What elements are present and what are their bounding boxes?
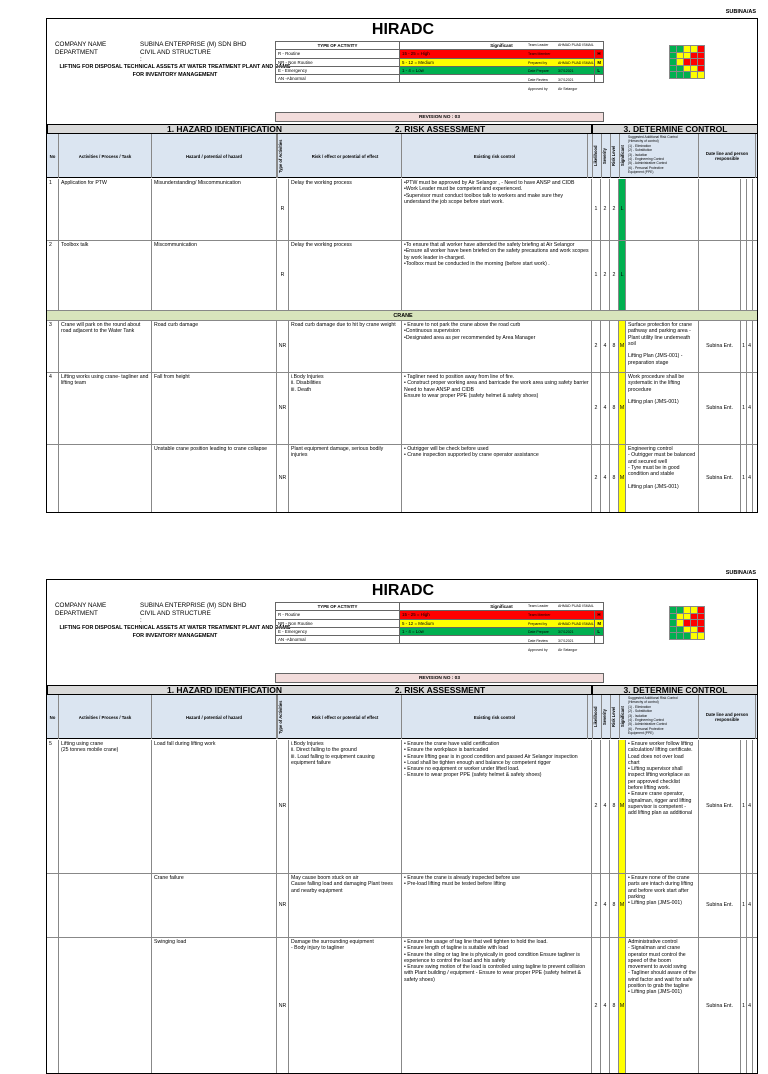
row-significant: M	[619, 740, 626, 873]
section-hazard-identification: 1. HAZARD IDENTIFICATION	[47, 124, 402, 134]
section-hazard-identification: 1. HAZARD IDENTIFICATION	[47, 685, 402, 695]
row-severity-after: 4	[747, 445, 753, 512]
row-hazard: Crane failure	[152, 874, 277, 937]
section-risk-assessment: 2. RISK ASSESSMENT	[289, 124, 592, 134]
row-significant: M	[619, 874, 626, 937]
company-value: SUBINA ENTERPRISE (M) SDN BHD	[140, 41, 247, 48]
group-row-crane: CRANE	[47, 311, 758, 321]
revision-number: REVISION NO : 03	[275, 112, 604, 122]
row-likelihood: 2	[592, 445, 601, 512]
row-severity: 4	[601, 445, 610, 512]
department-value: CIVIL AND STRUCTURE	[140, 49, 211, 56]
row-type: NR	[277, 445, 289, 512]
row-risk-level: 8	[610, 740, 619, 873]
row-hazard: Fall from height	[152, 373, 277, 444]
row-existing-control: • Outrigger will be check before used • Crane inspection supported by crane operator assistance	[402, 445, 592, 512]
row-type: NR	[277, 373, 289, 444]
row-person-responsible: Subina Ent.	[699, 938, 741, 1074]
row-number: 3	[47, 321, 59, 372]
row-risk-level: 2	[610, 179, 619, 240]
row-number	[47, 938, 59, 1074]
row-number	[47, 445, 59, 512]
department-label: DEPARTMENT	[55, 610, 98, 617]
row-additional-control	[626, 241, 699, 310]
row-type: NR	[277, 938, 289, 1074]
row-risk: Delay the working process	[289, 241, 402, 310]
row-type: NR	[277, 321, 289, 372]
section-determine-control: 3. DETERMINE CONTROL	[592, 685, 758, 695]
row-activity: Application for PTW	[59, 179, 152, 240]
row-risk: i.Body Injuries ii. Direct falling to the ground iii. Load falling to equipment causing equipment failure	[289, 740, 402, 873]
row-person-responsible: Subina Ent.	[699, 373, 741, 444]
row-severity-after: 4	[747, 740, 753, 873]
row-risk: May cause boom stuck on air Cause falling load and damaging Plant trees and nearby equipment	[289, 874, 402, 937]
row-additional-control: Surface protection for crane pathway and parking area - Plant utility line underneath soil Lifting Plan (JMS-001) - preparation stage	[626, 321, 699, 372]
row-number: 1	[47, 179, 59, 240]
row-activity: Crane will park on the round about road adjacent to the Water Tank	[59, 321, 152, 372]
row-likelihood-after: 1	[741, 373, 747, 444]
row-person-responsible: Subina Ent.	[699, 874, 741, 937]
row-severity-after: 4	[747, 373, 753, 444]
row-risk-level-after	[753, 241, 758, 310]
row-existing-control: • Ensure to not park the crane above the road curb •Continuous supervision •Designated area as per recommended by Area Manager	[402, 321, 592, 372]
row-activity	[59, 938, 152, 1074]
table-row	[47, 179, 758, 241]
row-severity: 4	[601, 938, 610, 1074]
row-hazard: Misunderstanding/ Miscommunication	[152, 179, 277, 240]
row-likelihood: 2	[592, 373, 601, 444]
row-risk-level: 8	[610, 938, 619, 1074]
row-existing-control: • Ensure the crane have valid certification • Ensure the workplace is barricaded • Ensure lifting gear is in good condition and passed Air Selangor inspection • Load shall be tighten enough and balance by competent rigger • Ensure no equipment or worker under lifted load. - Ensure to wear proper PPE (safety helmet & safety shoes)	[402, 740, 592, 873]
row-number: 2	[47, 241, 59, 310]
row-severity: 4	[601, 740, 610, 873]
company-label: COMPANY NAME	[55, 41, 107, 48]
row-severity-after: 4	[747, 874, 753, 937]
row-additional-control: Administrative control - Signalman and crane operator must control the speed of the boom movement to avoid swing - Tagliner should aware of the wind factor and wait for safe position to grab the tagline • Lifting plan (JMS-001)	[626, 938, 699, 1074]
revision-number: REVISION NO : 03	[275, 673, 604, 683]
row-additional-control: Work procedure shall be systematic in the lifting procedure Lifting plan (JMS-001)	[626, 373, 699, 444]
row-risk-level: 8	[610, 373, 619, 444]
row-significant: M	[619, 938, 626, 1074]
colon-mark: :	[140, 617, 142, 624]
sheet-reference: SUBINA/AS	[725, 9, 756, 15]
row-likelihood-after: 1	[741, 740, 747, 873]
row-number: 5	[47, 740, 59, 873]
row-hazard: Road curb damage	[152, 321, 277, 372]
table-row	[47, 321, 758, 373]
approval-info: Team Leader AHMAD PUAD ISMAIL Team Member Prepared by AHMAD PUAD ISMAIL Date Prepare 3/7/12021 Date Review 3/7/12021 Approved by Air Selangor	[528, 604, 594, 652]
sheet-reference: SUBINA/AS	[725, 570, 756, 576]
row-severity: 4	[601, 373, 610, 444]
table-row	[47, 373, 758, 445]
row-likelihood-after: 1	[741, 321, 747, 372]
row-hazard: Miscommunication	[152, 241, 277, 310]
row-person-responsible: Subina Ent.	[699, 740, 741, 873]
row-severity-after: 4	[747, 938, 753, 1074]
approval-info: Team Leader AHMAD PUAD ISMAIL Team Member Prepared by AHMAD PUAD ISMAIL Date Prepare 3/7/12021 Date Review 3/7/12021 Approved by Air Selangor	[528, 43, 594, 91]
row-additional-control: • Ensure none of the crane parts are intach during lifting and before work start after parking • Lifting plan (JMS-001)	[626, 874, 699, 937]
row-significant: M	[619, 373, 626, 444]
row-likelihood: 2	[592, 740, 601, 873]
row-significant: L	[619, 179, 626, 240]
row-likelihood: 2	[592, 321, 601, 372]
row-existing-control: • Tagliner need to position away from line of fire. • Construct proper working area and barricade the work area using safety barrier Need to have ANSP and CIDB Ensure to wear proper PPE (safety helmet & safety shoes)	[402, 373, 592, 444]
row-severity: 2	[601, 179, 610, 240]
row-hazard: Unstable crane position leading to crane collapse	[152, 445, 277, 512]
table-row	[47, 740, 758, 874]
row-additional-control: • Ensure worker follow lifting calculation/ lifting certificate. Load does not over load chart • Lifting supervisor shall inspect lifting workplace as per approved checklist before lifting work. • Ensure crane operator, signalman, rigger and lifting supervisor is competent - add lifting plan as additional	[626, 740, 699, 873]
row-person-responsible	[699, 179, 741, 240]
row-significant: L	[619, 241, 626, 310]
row-additional-control	[626, 179, 699, 240]
table-header: No Activities / Process / Task Hazard / potential of hazard Type of Activities Risk / effect or potential of effect Existing risk control Likelihood Severity Risk Level Significant Suggested Additional Risk Control (Hierarchy of control) (1) - Elimination (2) - Substitution (3) - Isolation (4) - Engineering Control (5) - Administrative Control (6) - Personal Protective Equipment (PPE) Date line and person responsible	[47, 134, 758, 178]
row-activity: Lifting using crane (25 tonnes mobile crane)	[59, 740, 152, 873]
row-number	[47, 874, 59, 937]
table-row	[47, 445, 758, 513]
row-activity	[59, 874, 152, 937]
row-risk: Delay the working process	[289, 179, 402, 240]
row-type: R	[277, 241, 289, 310]
row-existing-control: •PTW must be approved by Air Selangor , - Need to have ANSP and CIDB •Work Leader must be competent and experienced. •Supervisor must conduct toolbox talk to workers and make sure they understand the job scope before start work.	[402, 179, 592, 240]
row-risk-level: 8	[610, 445, 619, 512]
row-risk-level-after	[753, 179, 758, 240]
table-header: No Activities / Process / Task Hazard / potential of hazard Type of Activities Risk / effect or potential of effect Existing risk control Likelihood Severity Risk Level Significant Suggested Additional Risk Control (Hierarchy of control) (1) - Elimination (2) - Substitution (3) - Isolation (4) - Engineering Control (5) - Administrative Control (6) - Personal Protective Equipment (PPE) Date line and person responsible	[47, 695, 758, 739]
row-likelihood: 2	[592, 874, 601, 937]
row-risk: Road curb damage due to hit by crane weight	[289, 321, 402, 372]
row-activity: Toolbox talk	[59, 241, 152, 310]
table-row	[47, 241, 758, 311]
activity-type-legend: TYPE OF ACTIVITY Significant R - Routine 15 - 25 = High H NR - Non Routine 5 - 12 = Medium M E - Emergency 1 - 4 = Low L AN -Abnormal	[275, 602, 604, 644]
row-likelihood: 1	[592, 241, 601, 310]
document-subtitle: LIFTING FOR DISPOSAL TECHNICAL ASSETS AT WATER TREATMENT PLANT AND DAMS FOR INVENTORY MANAGEMENT	[59, 625, 291, 639]
row-risk: i.Body Injuries ii. Disabilities iii. Death	[289, 373, 402, 444]
row-likelihood: 1	[592, 179, 601, 240]
document-subtitle: LIFTING FOR DISPOSAL TECHNICAL ASSETS AT WATER TREATMENT PLANT AND DAMS FOR INVENTORY MANAGEMENT	[59, 64, 291, 78]
row-severity: 4	[601, 321, 610, 372]
company-label: COMPANY NAME	[55, 602, 107, 609]
row-severity: 2	[601, 241, 610, 310]
row-person-responsible: Subina Ent.	[699, 321, 741, 372]
row-existing-control: •To ensure that all worker have attended the safety briefing at Air Selangor •Ensure all worker have been briefed on the safety precautions and work scopes by work leader in-charged. •Toolbox must be conducted in the morning (before start work) .	[402, 241, 592, 310]
row-risk: Damage the surrounding equipment - Body injury to tagliner	[289, 938, 402, 1074]
activity-type-legend: TYPE OF ACTIVITY Significant R - Routine 15 - 25 = High H NR - Non Routine 5 - 12 = Medium M E - Emergency 1 - 4 = Low L AN -Abnormal	[275, 41, 604, 83]
row-person-responsible: Subina Ent.	[699, 445, 741, 512]
row-hazard: Swinging load	[152, 938, 277, 1074]
row-risk-level: 8	[610, 321, 619, 372]
row-likelihood-after: 1	[741, 874, 747, 937]
row-existing-control: • Ensure the usage of tag line that well tighten to hold the load. • Ensure length of tagline is suitable with load • Ensure the sling or tag line is physically in good condition Ensure tagliner is experience to control the load and his safety • Ensure swing motion of the load is controlled using tagline to prevent collision with Plant building / equipment - Ensure to wear proper PPE (safety helmet & safety shoes)	[402, 938, 592, 1074]
row-risk: Plant equipment damage, serious bodily injuries	[289, 445, 402, 512]
row-significant: M	[619, 321, 626, 372]
department-value: CIVIL AND STRUCTURE	[140, 610, 211, 617]
row-severity: 4	[601, 874, 610, 937]
row-likelihood: 2	[592, 938, 601, 1074]
row-person-responsible	[699, 241, 741, 310]
table-row	[47, 938, 758, 1074]
row-type: NR	[277, 740, 289, 873]
row-likelihood-after: 1	[741, 445, 747, 512]
page-title: HIRADC	[371, 21, 435, 38]
row-risk-level: 8	[610, 874, 619, 937]
row-likelihood-after: 1	[741, 938, 747, 1074]
row-type: R	[277, 179, 289, 240]
row-severity-after: 4	[747, 321, 753, 372]
row-activity: Lifting works using crane- tagliner and lifting team	[59, 373, 152, 444]
risk-matrix	[669, 606, 705, 640]
row-risk-level: 2	[610, 241, 619, 310]
department-label: DEPARTMENT	[55, 49, 98, 56]
hiradc-page	[46, 18, 758, 513]
row-significant: M	[619, 445, 626, 512]
risk-matrix	[669, 45, 705, 79]
section-risk-assessment: 2. RISK ASSESSMENT	[289, 685, 592, 695]
page-title: HIRADC	[371, 582, 435, 599]
company-value: SUBINA ENTERPRISE (M) SDN BHD	[140, 602, 247, 609]
row-type: NR	[277, 874, 289, 937]
hiradc-page	[46, 579, 758, 1074]
table-row	[47, 874, 758, 938]
colon-mark: :	[140, 56, 142, 63]
row-activity	[59, 445, 152, 512]
section-determine-control: 3. DETERMINE CONTROL	[592, 124, 758, 134]
row-existing-control: • Ensure the crane is already inspected before use • Pre-load lifting must be tested before lifting	[402, 874, 592, 937]
row-number: 4	[47, 373, 59, 444]
row-additional-control: Engineering control - Outrigger must be balanced and secured well - Tyre must be in good condition and stable Lifting plan (JMS-001)	[626, 445, 699, 512]
row-hazard: Load fall during lifting work	[152, 740, 277, 873]
